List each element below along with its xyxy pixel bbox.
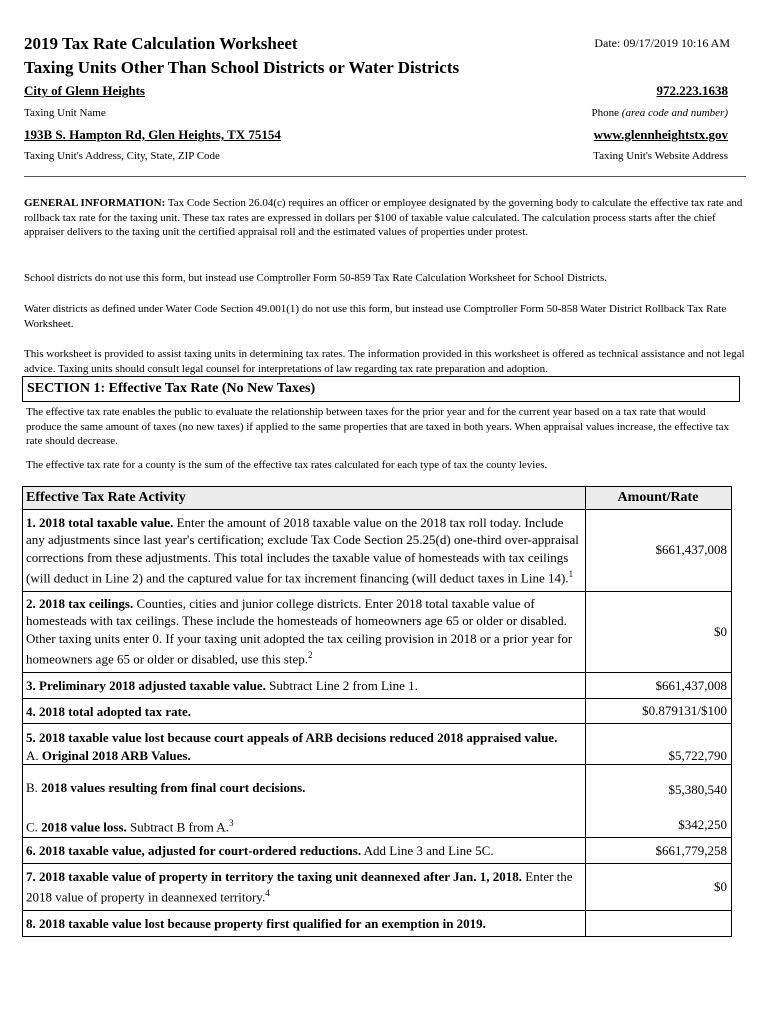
line-6-text: Add Line 3 and Line 5C.	[361, 843, 494, 859]
line-7-amount: $0	[586, 863, 732, 910]
general-information-text: Tax Code Section 26.04(c) requires an officer or employee designated by the governing body to calculate the effective tax rate and rollback tax rate for the taxing unit. These tax rates are expressed in dollars per $100 of taxable value calculated. The calculation process starts after the chief appraiser delivers to the taxing unit the certified appraisal roll and the estimated values of properties under protest.	[24, 197, 743, 238]
line-5c-prefix: C.	[26, 818, 42, 834]
school-districts-paragraph: School districts do not use this form, but instead use Comptroller Form 50-859 Tax Rate Calculation Worksheet for School Districts.	[24, 272, 608, 284]
line-3-description	[23, 673, 586, 699]
disclaimer-paragraph: This worksheet is provided to assist taxing units in determining tax rates. The information provided in this worksheet is offered as technical assistance and not legal advice. Taxing units should consult legal counsel for interpretations of law regarding tax rate preparation and adoption.	[24, 348, 745, 375]
line-6-amount: $661,779,258	[586, 838, 732, 864]
line-5a-amount: $5,722,790	[586, 724, 732, 765]
line-5b-description	[23, 765, 586, 803]
line-7-title: 7. 2018 taxable value of property in territory the taxing unit deannexed after Jan. 1, 2018.	[26, 868, 523, 884]
line-5b-amount: $5,380,540	[586, 765, 732, 803]
taxing-unit-address: 193B S. Hampton Rd, Glen Heights, TX 75154	[24, 127, 281, 142]
line-8-amount	[586, 911, 732, 937]
line-5c-footnote: 3	[228, 817, 234, 828]
line-5b-row	[23, 765, 732, 803]
line-1-footnote: 1	[568, 569, 574, 579]
taxing-unit-name: City of Glenn Heights	[24, 83, 145, 98]
line-3-amount: $661,437,008	[586, 673, 732, 699]
header-divider	[24, 176, 746, 177]
line-8-description	[23, 911, 586, 937]
line-2-description	[23, 591, 586, 672]
line-3-row	[23, 673, 732, 699]
line-8-title: 8. 2018 taxable value lost because property first qualified for an exemption in 2019.	[26, 916, 486, 932]
line-5c-amount: $342,250	[586, 803, 732, 838]
column-header-activity: Effective Tax Rate Activity	[23, 487, 586, 510]
line-5-title: 5. 2018 taxable value lost because court appeals of ARB decisions reduced 2018 appraised value.	[26, 730, 558, 746]
line-8-row	[23, 911, 732, 937]
worksheet-title: 2019 Tax Rate Calculation Worksheet	[24, 34, 298, 53]
taxing-unit-website[interactable]: www.glennheightstx.gov	[593, 127, 728, 142]
line-3-text: Subtract Line 2 from Line 1.	[265, 678, 418, 694]
worksheet-date: Date: 09/17/2019 10:16 AM	[594, 36, 730, 50]
line-1-title: 1. 2018 total taxable value.	[26, 514, 174, 530]
line-6-description	[23, 838, 586, 864]
line-5a-prefix: A.	[26, 747, 42, 763]
worksheet-subtitle: Taxing Units Other Than School Districts or Water Districts	[24, 58, 460, 77]
line-1-text: Enter the amount of 2018 taxable value on the 2018 tax roll today. Include any adjustments since last year's certification; exclude Tax Code Section 25.25(d) one-third over-appraisal corrections from these adjustments. This total includes the taxable value of homesteads with tax ceilings (will deduct in Line 2) and the captured value for tax increment financing (will deduct taxes in Line 14).	[26, 514, 579, 586]
line-2-footnote: 2	[307, 650, 313, 661]
taxing-unit-phone: 972.223.1638	[656, 83, 728, 98]
water-districts-paragraph: Water districts as defined under Water Code Section 49.001(1) do not use this form, but instead use Comptroller Form 50-858 Water District Rollback Tax Rate Worksheet.	[24, 303, 727, 330]
line-5c-row	[23, 803, 732, 838]
general-information-paragraph	[24, 196, 746, 240]
section1-intro-p2: The effective tax rate for a county is the sum of the effective tax rates calculated for each type of tax the county levies.	[26, 458, 548, 471]
column-header-amount: Amount/Rate	[586, 487, 732, 510]
line-4-amount: $0.879131/$100	[586, 698, 732, 724]
line-6-row	[23, 838, 732, 864]
line-3-title: 3. Preliminary 2018 adjusted taxable value.	[26, 678, 266, 694]
line-2-row	[23, 591, 732, 672]
line-5b-prefix: B.	[26, 780, 42, 796]
line-4-title: 4. 2018 total adopted tax rate.	[26, 703, 192, 719]
line-6-title: 6. 2018 taxable value, adjusted for court-ordered reductions.	[26, 843, 362, 859]
section1-intro-p1: The effective tax rate enables the public to evaluate the relationship between taxes for the prior year and for the current year based on a tax rate that would produce the same amount of taxes (no new taxes) if applied to the same properties that are taxed in both years. When appraisal values increase, the effective tax rate should decrease.	[26, 406, 730, 447]
section1-intro	[22, 401, 736, 472]
table-header-row	[23, 487, 732, 510]
line-5b-title: 2018 values resulting from final court decisions.	[41, 780, 306, 796]
line-1-row	[23, 509, 732, 591]
line-2-text: Counties, cities and junior college districts. Enter 2018 total taxable value of homesteads with tax ceilings. These include the homesteads of homeowners age 65 or older or disabled. Other taxing units enter 0. If your taxing unit adopted the tax ceiling provision in 2018 or a prior year for homeowners age 65 or older or disabled, use this step.	[26, 595, 573, 667]
line-5-row	[23, 724, 732, 765]
line-4-description	[23, 698, 586, 724]
line-7-text: Enter the 2018 value of property in deannexed territory.	[26, 868, 573, 905]
line-7-footnote: 4	[265, 888, 270, 899]
website-label: Taxing Unit's Website Address	[593, 150, 728, 162]
line-5c-text: Subtract B from A.	[126, 818, 229, 834]
phone-label-hint: (area code and number)	[621, 107, 728, 119]
line-5-description	[23, 724, 586, 765]
line-2-title: 2. 2018 tax ceilings.	[26, 595, 134, 611]
taxing-unit-name-label: Taxing Unit Name	[24, 107, 106, 119]
section1-heading: SECTION 1: Effective Tax Rate (No New Taxes)	[22, 376, 740, 402]
line-2-amount: $0	[586, 591, 732, 672]
line-5a-title: Original 2018 ARB Values.	[41, 747, 191, 763]
phone-label-text: Phone	[591, 107, 620, 119]
line-7-description	[23, 863, 586, 910]
address-label: Taxing Unit's Address, City, State, ZIP Code	[24, 150, 220, 162]
line-4-row	[23, 698, 732, 724]
general-information-lead: GENERAL INFORMATION:	[24, 197, 166, 209]
line-7-row	[23, 863, 732, 910]
line-5c-description	[23, 803, 586, 838]
line-1-amount: $661,437,008	[586, 509, 732, 591]
line-5c-title: 2018 value loss.	[41, 818, 127, 834]
line-1-description	[23, 509, 586, 591]
effective-tax-rate-table	[22, 486, 732, 937]
phone-label	[592, 107, 728, 119]
